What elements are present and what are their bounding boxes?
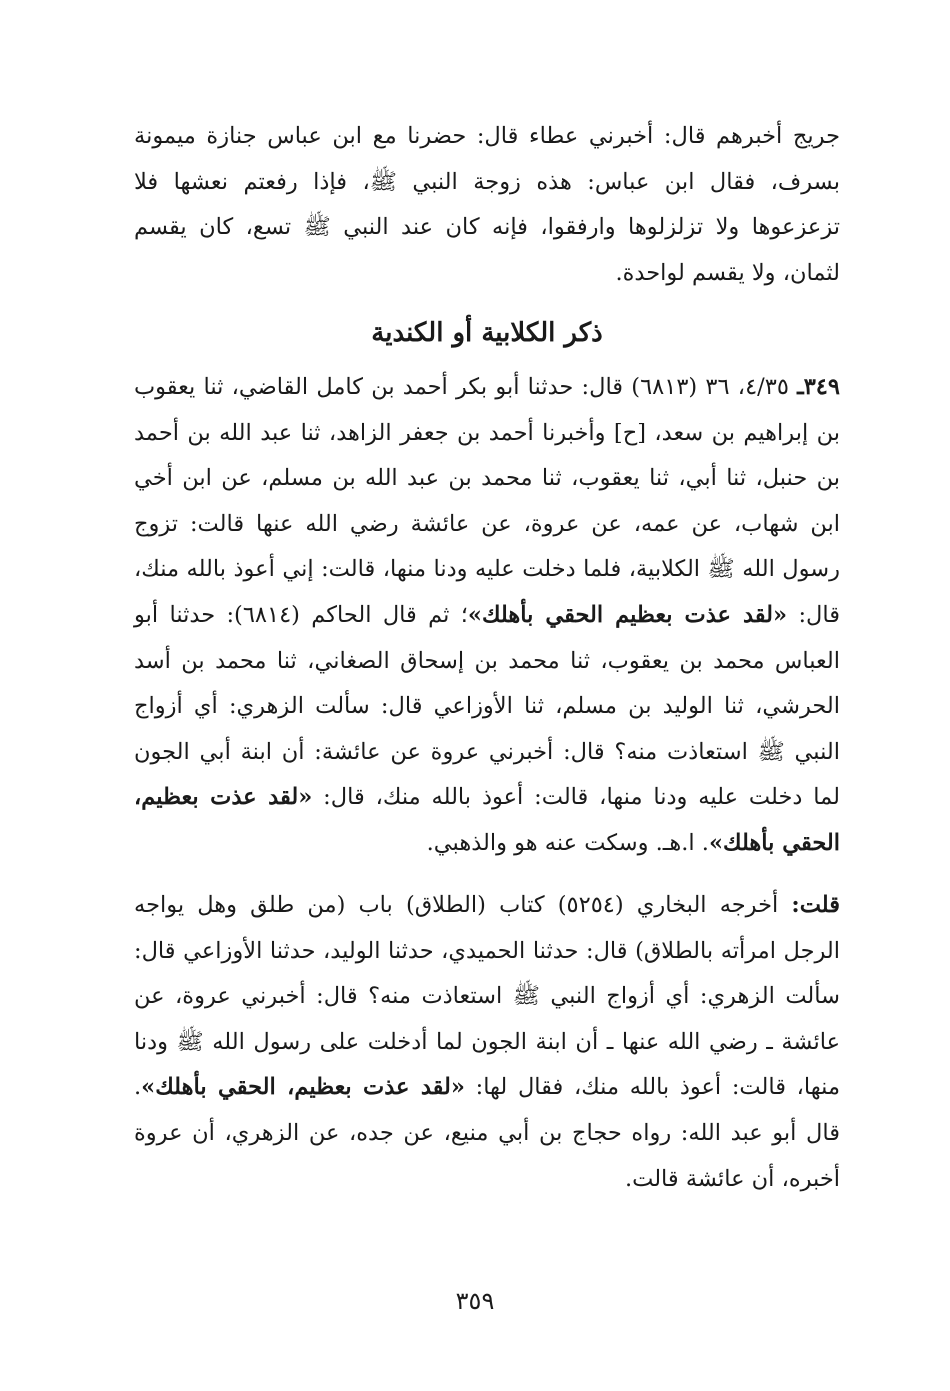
page-number: ٣٥٩ xyxy=(455,1287,495,1315)
hadith-number: ٣٤٩ـ xyxy=(797,374,840,400)
section-heading: ذكر الكلابية أو الكندية xyxy=(371,318,603,348)
qult-text-part2: . قال أبو عبد الله: رواه حجاج بن أبي منيع، عن جده، عن الزهري، أن عروة أخبره، أن عائشة قالت. xyxy=(134,1074,840,1192)
hadith-text-part1: ٤/٣٥، ٣٦ (٦٨١٣) قال: حدثنا أبو بكر أحمد بن كامل القاضي، ثنا يعقوب بن إبراهيم بن سعد، [ح] وأخبرنا أحمد بن جعفر الزاهد، ثنا عبد الله بن أحمد بن حنبل، ثنا أبي، ثنا يعقوب، ثنا محمد بن عبد الله بن مسلم، عن ابن أخي ابن شهاب، عن عمه، عن عروة، عن عائشة رضي الله عنها قالت: تزوج رسول الله ﷺ الكلابية، فلما دخلت عليه ودنا منها، قالت: إني أعوذ بالله منك، قال: xyxy=(134,374,840,628)
qult-text-part1: أخرجه البخاري (٥٢٥٤) كتاب (الطلاق) باب (من طلق وهل يواجه الرجل امرأته بالطلاق) قال: حدثنا الحميدي، حدثنا الوليد، حدثنا الأوزاعي قال: سألت الزهري: أي أزواج النبي ﷺ استعاذت منه؟ قال: أخبرني عروة، عن عائشة ـ رضي الله عنها ـ أن ابنة الجون لما أدخلت على رسول الله ﷺ ودنا منها، قالت: أعوذ بالله منك، فقال لها: xyxy=(134,892,840,1101)
intro-paragraph xyxy=(134,114,840,296)
qult-label: قلت: xyxy=(791,892,840,918)
qult-quote: «لقد عذت بعظيم، الحقي بأهلك» xyxy=(141,1074,465,1101)
hadith-quote-1: «لقد عذت بعظيم الحقي بأهلك» xyxy=(467,601,788,628)
hadith-text xyxy=(134,365,840,867)
hadith-text-part2: ؛ ثم قال الحاكم (٦٨١٤): حدثنا أبو العباس محمد بن يعقوب، ثنا محمد بن إسحاق الصغاني، ثنا محمد بن أسد الحرشي، ثنا الوليد بن مسلم، ثنا الأوزاعي قال: سألت الزهري: أي أزواج النبي ﷺ استعاذت منه؟ قال: أخبرني عروة عن عائشة: أن ابنة أبي الجون لما دخلت عليه ودنا منها، قالت: أعوذ بالله منك، قال: xyxy=(134,601,840,811)
qult-text xyxy=(134,883,840,1202)
hadith-paragraph xyxy=(134,365,840,867)
qult-paragraph xyxy=(134,883,840,1202)
hadith-quote-2: «لقد عذت بعظيم، الحقي بأهلك» xyxy=(134,784,840,856)
intro-text: جريج أخبرهم قال: أخبرني عطاء قال: حضرنا مع ابن عباس جنازة ميمونة بسرف، فقال ابن عباس: هذه زوجة النبي ﷺ، فإذا رفعتم نعشها فلا تزعزعوها ولا تزلزلوها وارفقوا، فإنه كان عند النبي ﷺ تسع، كان يقسم لثمان، ولا يقسم لواحدة. xyxy=(134,123,840,286)
hadith-text-part3: . ا.هـ. وسكت عنه هو والذهبي. xyxy=(426,829,709,856)
